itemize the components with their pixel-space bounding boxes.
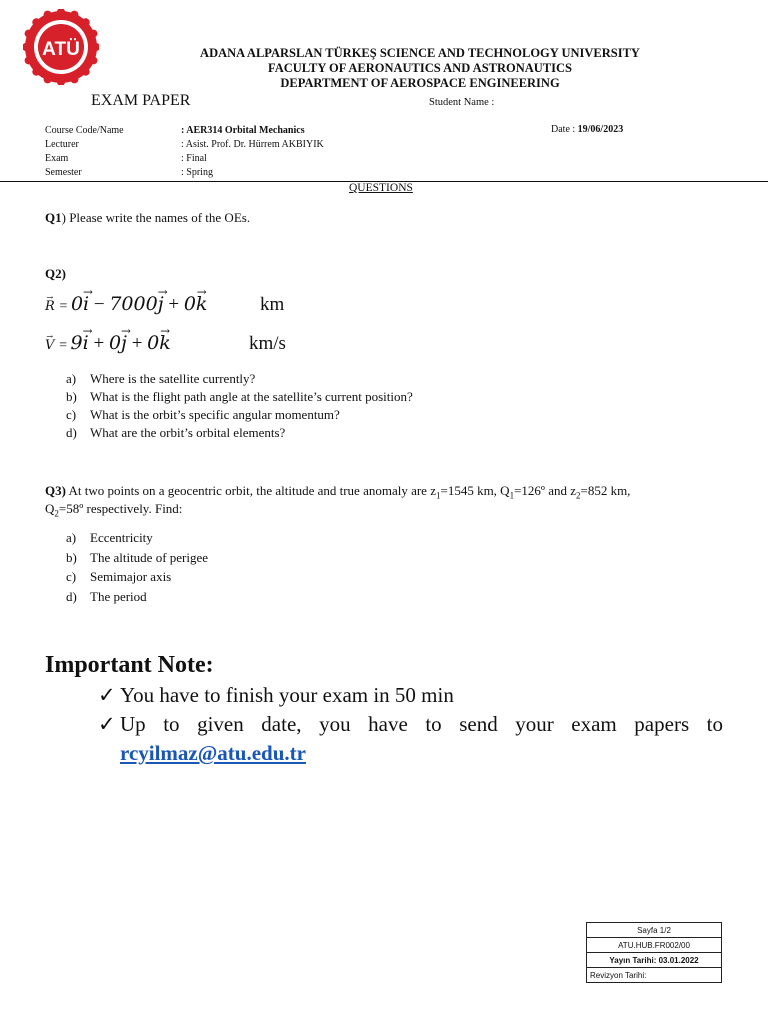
list-item [66, 549, 208, 569]
unit-k: k → [196, 293, 208, 315]
date-value: 19/06/2023 [577, 124, 624, 135]
question-3-text: =1545 km, Q [440, 483, 510, 498]
svg-text:ATÜ: ATÜ [42, 39, 80, 60]
subscript: 1 [509, 490, 515, 501]
v-op1: + [88, 333, 109, 354]
list-item [66, 568, 208, 588]
unit-j: j → [158, 293, 164, 315]
r-vector-symbol: R → [45, 299, 55, 314]
faculty-name: FACULTY OF AERONAUTICS AND ASTRONAUTICS [268, 61, 572, 75]
question-2-subitems [66, 370, 413, 442]
exam-label: Exam [45, 153, 69, 164]
r-coef-i: 0 [70, 293, 84, 315]
item-label: d) [66, 425, 77, 440]
course-label: Course Code/Name [45, 125, 124, 136]
item-text: Semimajor axis [90, 569, 172, 585]
question-3-number: Q3) [45, 483, 66, 498]
item-text: The altitude of perigee [90, 549, 209, 565]
velocity-vector-equation: V → = 9i → + 0j → + 0k → km/s [45, 332, 375, 355]
note-item-1-text: You have to finish your exam in 50 min [120, 683, 454, 707]
question-2-label: Q2) [45, 266, 66, 281]
note-item-2-text: Up to given date, you have to send your exam papers to [120, 712, 723, 736]
university-name: ADANA ALPARSLAN TÜRKEŞ SCIENCE AND TECHNOLOGY UNIVERSITY [200, 46, 640, 60]
v-op2: + [126, 333, 148, 354]
item-text: What is the orbit’s specific angular momentum? [90, 407, 340, 422]
email-link[interactable] [120, 739, 306, 768]
item-label: c) [66, 569, 77, 585]
lecturer-label: Lecturer [45, 139, 79, 150]
question-3-text: At two points on a geocentric orbit, the altitude and true anomaly are z [65, 483, 436, 498]
item-text: Where is the satellite currently? [90, 371, 256, 386]
item-label: a) [66, 530, 77, 545]
item-label: b) [66, 549, 77, 565]
exam-date [551, 124, 623, 135]
questions-heading: QUESTIONS [349, 182, 413, 194]
note-item-1 [98, 681, 454, 710]
revision-date: Revizyon Tarihi: [587, 968, 722, 983]
question-1 [45, 209, 250, 227]
lecturer-value: : Asist. Prof. Dr. Hürrem AKBIYIK [181, 139, 324, 150]
v-coef-k: 0 [147, 332, 160, 354]
question-3-subitems [66, 529, 208, 608]
course-value: : AER314 Orbital Mechanics [181, 125, 305, 136]
question-3-text: Q [45, 501, 55, 516]
item-label: c) [66, 407, 77, 422]
item-label: a) [66, 371, 77, 386]
subscript: 2 [54, 508, 59, 519]
unit-j: j → [121, 332, 127, 354]
semester-value: : Spring [181, 167, 213, 178]
item-label: b) [66, 389, 77, 404]
checkmark-icon: ✓ [98, 712, 116, 736]
item-label: d) [66, 589, 77, 605]
v-coef-j: 0 [108, 332, 122, 354]
list-item [66, 588, 208, 608]
r-op1: − [89, 294, 110, 315]
v-unit: km/s [249, 333, 286, 354]
question-3-line-2 [45, 500, 182, 523]
list-item [66, 370, 413, 388]
question-3-text: =852 km, [580, 483, 631, 498]
question-2-number [45, 265, 66, 283]
list-item [66, 388, 413, 406]
question-1-text: ) Please write the names of the OEs. [61, 210, 251, 225]
note-item-2 [98, 710, 723, 739]
r-coef-k: 0 [183, 293, 196, 315]
unit-i: i → [83, 293, 89, 315]
list-item [66, 406, 413, 424]
semester-label: Semester [45, 167, 82, 178]
university-logo [23, 9, 99, 85]
exam-paper-title: EXAM PAPER [91, 92, 191, 109]
v-vector-symbol: V → [45, 338, 54, 353]
email-address[interactable]: rcyilmaz@atu.edu.tr [120, 741, 306, 765]
important-note-heading: Important Note: [45, 652, 214, 678]
question-3-text: =126º and z [514, 483, 576, 498]
date-label: Date : [551, 124, 578, 135]
position-vector-equation: R → = 0i → − 7000j → + 0k → km [45, 293, 375, 316]
r-coef-j: 7000 [109, 293, 158, 315]
subscript: 2 [575, 490, 581, 501]
item-text: What are the orbit’s orbital elements? [90, 425, 286, 440]
checkmark-icon: ✓ [98, 683, 116, 707]
question-1-number: Q1 [45, 210, 62, 225]
list-item [66, 424, 413, 442]
v-coef-i: 9 [70, 332, 83, 354]
item-text: The period [90, 589, 147, 605]
unit-i: i → [83, 332, 89, 354]
item-text: What is the flight path angle at the satellite’s current position? [90, 389, 413, 404]
question-3-text: =58º respectively. Find: [58, 501, 183, 516]
student-name-label: Student Name : [429, 97, 495, 108]
document-info-table [586, 922, 722, 983]
subscript: 1 [435, 490, 441, 501]
r-unit: km [260, 294, 285, 315]
document-code: ATU.HUB.FR002/00 [587, 938, 722, 953]
publication-date: Yayın Tarihi: 03.01.2022 [587, 953, 722, 968]
item-text: Eccentricity [90, 530, 153, 545]
list-item [66, 529, 208, 549]
department-name: DEPARTMENT OF AEROSPACE ENGINEERING [280, 76, 560, 90]
r-op2: + [163, 294, 184, 315]
unit-k: k → [159, 332, 171, 354]
exam-value: : Final [181, 153, 207, 164]
page-number: Sayfa 1/2 [587, 923, 722, 938]
